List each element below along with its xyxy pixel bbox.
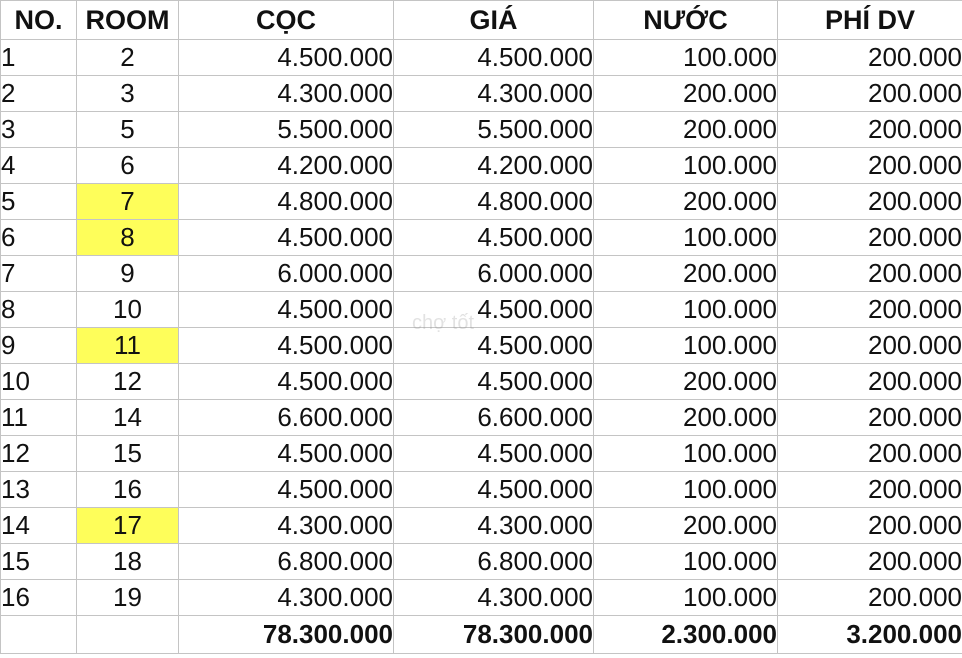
- table-body: [1, 40, 962, 616]
- cell-phi-dv[interactable]: 200.000: [778, 328, 962, 364]
- table-row: [1, 76, 962, 112]
- cell-no[interactable]: 4: [1, 148, 77, 184]
- cell-room[interactable]: 16: [77, 472, 179, 508]
- cell-no[interactable]: 6: [1, 220, 77, 256]
- table-row: [1, 184, 962, 220]
- cell-nuoc[interactable]: 200.000: [594, 76, 778, 112]
- cell-no[interactable]: 16: [1, 580, 77, 616]
- cell-gia[interactable]: 6.800.000: [394, 544, 594, 580]
- cell-phi-dv[interactable]: 200.000: [778, 256, 962, 292]
- cell-nuoc[interactable]: 200.000: [594, 184, 778, 220]
- table-row: [1, 364, 962, 400]
- cell-coc[interactable]: 6.000.000: [179, 256, 394, 292]
- cell-coc[interactable]: 4.300.000: [179, 76, 394, 112]
- cell-gia[interactable]: 4.300.000: [394, 580, 594, 616]
- cell-room[interactable]: 17: [77, 508, 179, 544]
- cell-coc[interactable]: 4.500.000: [179, 40, 394, 76]
- cell-gia[interactable]: 4.500.000: [394, 220, 594, 256]
- cell-nuoc[interactable]: 200.000: [594, 508, 778, 544]
- cell-gia[interactable]: 4.200.000: [394, 148, 594, 184]
- cell-gia[interactable]: 4.300.000: [394, 76, 594, 112]
- cell-gia[interactable]: 4.800.000: [394, 184, 594, 220]
- header-coc[interactable]: CỌC: [179, 1, 394, 40]
- cell-no[interactable]: 8: [1, 292, 77, 328]
- cell-phi-dv[interactable]: 200.000: [778, 184, 962, 220]
- cell-no[interactable]: 7: [1, 256, 77, 292]
- cell-coc[interactable]: 4.500.000: [179, 436, 394, 472]
- cell-room[interactable]: 8: [77, 220, 179, 256]
- cell-gia[interactable]: 4.500.000: [394, 40, 594, 76]
- cell-coc[interactable]: 4.500.000: [179, 292, 394, 328]
- total-cell-no[interactable]: [1, 616, 77, 654]
- cell-room[interactable]: 12: [77, 364, 179, 400]
- cell-phi-dv[interactable]: 200.000: [778, 544, 962, 580]
- cell-gia[interactable]: 4.500.000: [394, 436, 594, 472]
- cell-coc[interactable]: 4.300.000: [179, 580, 394, 616]
- cell-gia[interactable]: 6.600.000: [394, 400, 594, 436]
- cell-coc[interactable]: 6.600.000: [179, 400, 394, 436]
- cell-room[interactable]: 18: [77, 544, 179, 580]
- cell-nuoc[interactable]: 100.000: [594, 40, 778, 76]
- cell-phi-dv[interactable]: 200.000: [778, 220, 962, 256]
- cell-no[interactable]: 2: [1, 76, 77, 112]
- cell-gia[interactable]: 4.500.000: [394, 292, 594, 328]
- total-cell-nuoc[interactable]: 2.300.000: [594, 616, 778, 654]
- header-nuoc[interactable]: NƯỚC: [594, 1, 778, 40]
- cell-no[interactable]: 13: [1, 472, 77, 508]
- table-row: [1, 580, 962, 616]
- cell-phi-dv[interactable]: 200.000: [778, 148, 962, 184]
- table-row: [1, 508, 962, 544]
- table-row: [1, 436, 962, 472]
- cell-room[interactable]: 10: [77, 292, 179, 328]
- header-room[interactable]: ROOM: [77, 1, 179, 40]
- cell-nuoc[interactable]: 200.000: [594, 400, 778, 436]
- cell-coc[interactable]: 4.800.000: [179, 184, 394, 220]
- cell-coc[interactable]: 4.500.000: [179, 364, 394, 400]
- total-cell-phi-dv[interactable]: 3.200.000: [778, 616, 962, 654]
- cell-gia[interactable]: 5.500.000: [394, 112, 594, 148]
- cell-nuoc[interactable]: 100.000: [594, 148, 778, 184]
- cell-no[interactable]: 11: [1, 400, 77, 436]
- cell-nuoc[interactable]: 100.000: [594, 220, 778, 256]
- cell-room[interactable]: 2: [77, 40, 179, 76]
- cell-no[interactable]: 12: [1, 436, 77, 472]
- cell-room[interactable]: 6: [77, 148, 179, 184]
- cell-room[interactable]: 11: [77, 328, 179, 364]
- table-row: [1, 40, 962, 76]
- total-cell-coc[interactable]: 78.300.000: [179, 616, 394, 654]
- table-row: [1, 220, 962, 256]
- cell-room[interactable]: 14: [77, 400, 179, 436]
- table-row: [1, 472, 962, 508]
- total-cell-room[interactable]: [77, 616, 179, 654]
- cell-nuoc[interactable]: 100.000: [594, 436, 778, 472]
- cell-gia[interactable]: 4.300.000: [394, 508, 594, 544]
- cell-no[interactable]: 10: [1, 364, 77, 400]
- cell-gia[interactable]: 4.500.000: [394, 472, 594, 508]
- table-row: [1, 256, 962, 292]
- cell-no[interactable]: 3: [1, 112, 77, 148]
- watermark-logo: chợ tốt: [412, 312, 475, 334]
- cell-room[interactable]: 5: [77, 112, 179, 148]
- cell-no[interactable]: 5: [1, 184, 77, 220]
- cell-nuoc[interactable]: 100.000: [594, 580, 778, 616]
- total-cell-gia[interactable]: 78.300.000: [394, 616, 594, 654]
- cell-nuoc[interactable]: 100.000: [594, 328, 778, 364]
- cell-phi-dv[interactable]: 200.000: [778, 112, 962, 148]
- cell-room[interactable]: 9: [77, 256, 179, 292]
- cell-coc[interactable]: 6.800.000: [179, 544, 394, 580]
- cell-gia[interactable]: 6.000.000: [394, 256, 594, 292]
- cell-coc[interactable]: 4.500.000: [179, 328, 394, 364]
- header-phi-dv[interactable]: PHÍ DV: [778, 1, 962, 40]
- cell-nuoc[interactable]: 100.000: [594, 472, 778, 508]
- cell-coc[interactable]: 4.500.000: [179, 472, 394, 508]
- cell-phi-dv[interactable]: 200.000: [778, 400, 962, 436]
- cell-phi-dv[interactable]: 200.000: [778, 580, 962, 616]
- table-row: [1, 544, 962, 580]
- table-row: [1, 292, 962, 328]
- cell-no[interactable]: 15: [1, 544, 77, 580]
- cell-coc[interactable]: 4.200.000: [179, 148, 394, 184]
- cell-nuoc[interactable]: 200.000: [594, 112, 778, 148]
- cell-room[interactable]: 7: [77, 184, 179, 220]
- cell-coc[interactable]: 4.300.000: [179, 508, 394, 544]
- cell-phi-dv[interactable]: 200.000: [778, 508, 962, 544]
- cell-phi-dv[interactable]: 200.000: [778, 436, 962, 472]
- cell-gia[interactable]: 4.500.000: [394, 328, 594, 364]
- header-gia[interactable]: GIÁ: [394, 1, 594, 40]
- table-row: [1, 148, 962, 184]
- cell-coc[interactable]: 5.500.000: [179, 112, 394, 148]
- table-row: [1, 112, 962, 148]
- cell-phi-dv[interactable]: 200.000: [778, 76, 962, 112]
- cell-room[interactable]: 19: [77, 580, 179, 616]
- cell-gia[interactable]: 4.500.000: [394, 364, 594, 400]
- totals-row: [1, 616, 962, 654]
- cell-nuoc[interactable]: 100.000: [594, 544, 778, 580]
- header-row: [1, 1, 962, 40]
- cell-phi-dv[interactable]: 200.000: [778, 472, 962, 508]
- cell-room[interactable]: 3: [77, 76, 179, 112]
- cell-phi-dv[interactable]: 200.000: [778, 292, 962, 328]
- cell-nuoc[interactable]: 200.000: [594, 364, 778, 400]
- cell-no[interactable]: 9: [1, 328, 77, 364]
- cell-coc[interactable]: 4.500.000: [179, 220, 394, 256]
- cell-no[interactable]: 1: [1, 40, 77, 76]
- cell-phi-dv[interactable]: 200.000: [778, 40, 962, 76]
- cell-nuoc[interactable]: 200.000: [594, 256, 778, 292]
- cell-room[interactable]: 15: [77, 436, 179, 472]
- table-row: [1, 328, 962, 364]
- cell-phi-dv[interactable]: 200.000: [778, 364, 962, 400]
- header-no[interactable]: NO.: [1, 1, 77, 40]
- cell-nuoc[interactable]: 100.000: [594, 292, 778, 328]
- table-row: [1, 400, 962, 436]
- cell-no[interactable]: 14: [1, 508, 77, 544]
